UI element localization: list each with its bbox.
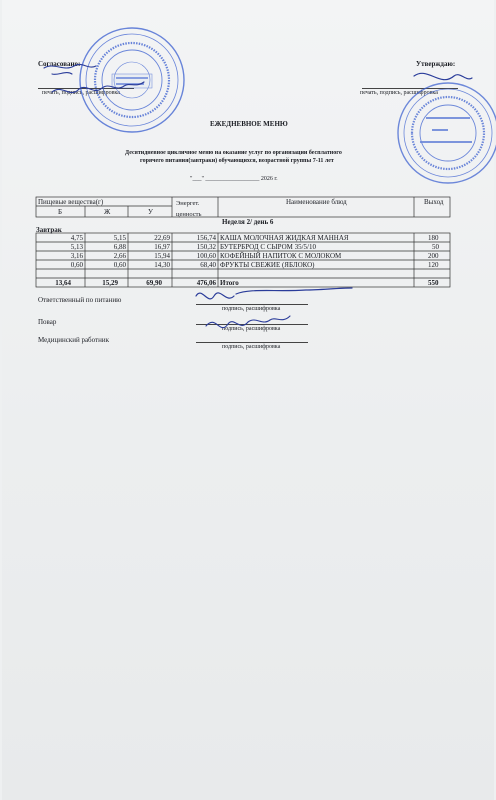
row2-dish: БУТЕРБРОД С СЫРОМ 35/5/10 bbox=[220, 243, 316, 251]
row1-dish: КАША МОЛОЧНАЯ ЖИДКАЯ МАННАЯ bbox=[220, 234, 349, 242]
approved-sign-line bbox=[362, 88, 458, 89]
total-u: 69,90 bbox=[146, 279, 162, 287]
row2-b: 5,13 bbox=[70, 243, 83, 251]
cook-caption: подпись, расшифровка bbox=[222, 326, 281, 332]
energy-header: Энергет. ценность bbox=[176, 200, 202, 218]
medic-caption: подпись, расшифровка bbox=[222, 344, 281, 350]
nutrients-header: Пищевые вещества(г) bbox=[38, 198, 104, 206]
week-day: Неделя 2/ день 6 bbox=[222, 218, 274, 226]
responsible-label: Ответственный по питанию bbox=[38, 296, 122, 304]
row4-dish: ФРУКТЫ СВЕЖИЕ (ЯБЛОКО) bbox=[220, 261, 315, 269]
dish-header: Наименование блюд bbox=[286, 198, 347, 206]
agreed-label: Согласовано: bbox=[38, 60, 81, 68]
page-title: ЕЖЕДНЕВНОЕ МЕНЮ bbox=[210, 120, 288, 128]
row3-yield: 200 bbox=[428, 252, 439, 260]
medic-label: Медицинский работник bbox=[38, 336, 109, 344]
row3-energy: 100,60 bbox=[196, 252, 216, 260]
row2-u: 16,97 bbox=[154, 243, 170, 251]
subtitle-line-2: горячего питания(завтраки) обучающихся, возрастной группы 7-11 лет bbox=[140, 158, 334, 164]
total-yield: 550 bbox=[428, 279, 439, 287]
row4-zh: 0,60 bbox=[113, 261, 126, 269]
subtitle-line-1: Десятидневное цикличное меню на оказание услуг по организации бесплатного bbox=[125, 150, 342, 156]
row2-zh: 6,88 bbox=[113, 243, 126, 251]
row2-yield: 50 bbox=[432, 243, 439, 251]
row3-dish: КОФЕЙНЫЙ НАПИТОК С МОЛОКОМ bbox=[220, 252, 342, 260]
row1-b: 4,75 bbox=[70, 234, 83, 242]
total-zh: 15,29 bbox=[102, 279, 118, 287]
row1-u: 22,69 bbox=[154, 234, 170, 242]
row1-zh: 5,15 bbox=[113, 234, 126, 242]
row1-yield: 180 bbox=[428, 234, 439, 242]
row4-yield: 120 bbox=[428, 261, 439, 269]
row4-u: 14,30 bbox=[154, 261, 170, 269]
meal-label: Завтрак bbox=[36, 226, 62, 234]
header-zh: Ж bbox=[104, 208, 111, 216]
sign-caption-left: печать, подпись, расшифровка bbox=[42, 90, 120, 96]
total-label: Итого bbox=[220, 279, 239, 287]
row4-energy: 68,40 bbox=[200, 261, 216, 269]
header-b: Б bbox=[58, 208, 63, 216]
sign-caption-right: печать, подпись, расшифровка bbox=[360, 90, 438, 96]
approved-label: Утверждаю: bbox=[416, 60, 456, 68]
row3-zh: 2,66 bbox=[113, 252, 126, 260]
cook-sign-line bbox=[196, 324, 308, 325]
row2-energy: 150,32 bbox=[196, 243, 216, 251]
date-line: "___" __________________ 2026 г. bbox=[190, 176, 278, 182]
agreed-sign-line bbox=[38, 88, 134, 89]
row4-b: 0,60 bbox=[70, 261, 83, 269]
row3-b: 3,16 bbox=[70, 252, 83, 260]
row3-u: 15,94 bbox=[154, 252, 170, 260]
total-b: 13,64 bbox=[55, 279, 71, 287]
responsible-caption: подпись, расшифровка bbox=[222, 306, 281, 312]
row1-energy: 156,74 bbox=[196, 234, 216, 242]
cook-label: Повар bbox=[38, 318, 57, 326]
header-u: У bbox=[148, 208, 153, 216]
yield-header: Выход bbox=[424, 198, 444, 206]
medic-sign-line bbox=[196, 342, 308, 343]
total-energy: 476,06 bbox=[196, 279, 216, 287]
responsible-sign-line bbox=[196, 304, 308, 305]
